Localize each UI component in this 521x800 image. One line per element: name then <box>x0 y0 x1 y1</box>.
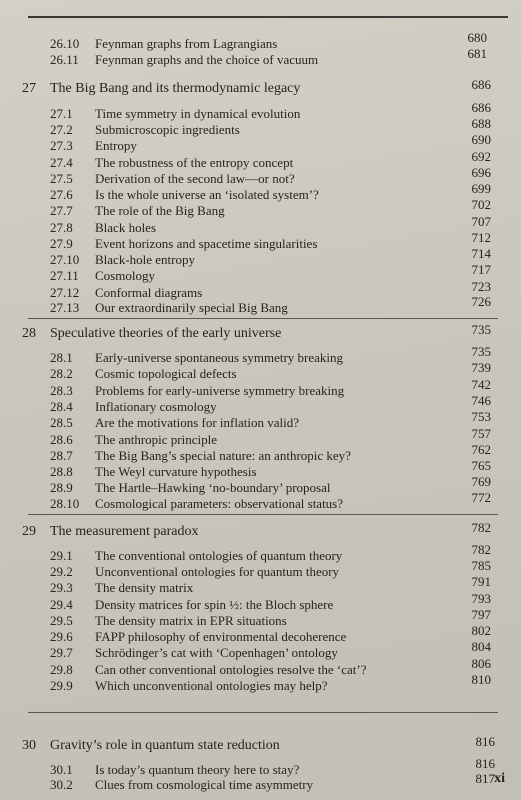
section-title: The density matrix <box>95 580 194 595</box>
section-number: 29.4 <box>50 597 73 612</box>
section-number: 27.1 <box>50 106 73 121</box>
section-title: The Weyl curvature hypothesis <box>95 464 257 479</box>
toc-chapter-entry <box>0 734 521 756</box>
toc-section-entry <box>0 672 521 696</box>
section-number: 27.12 <box>50 285 80 300</box>
page-number: 717 <box>471 262 491 277</box>
section-number: 27.2 <box>50 122 73 137</box>
section-number: 29.5 <box>50 613 73 628</box>
page-number: 680 <box>467 30 487 45</box>
section-number: 28.4 <box>50 399 73 414</box>
section-title: Clues from cosmological time asymmetry <box>95 777 314 792</box>
section-title: Time symmetry in dynamical evolution <box>95 106 301 121</box>
section-number: 30.2 <box>50 777 73 792</box>
chapter-title: The Big Bang and its thermodynamic legacy <box>50 81 301 96</box>
page-number: 816 <box>475 756 495 771</box>
page-number: 817 <box>475 771 495 786</box>
section-number: 28.5 <box>50 415 73 430</box>
section-title: Submicroscopic ingredients <box>95 122 240 137</box>
toc-chapter-entry <box>0 77 521 99</box>
section-title: Conformal diagrams <box>95 285 203 300</box>
page-number: 690 <box>471 132 491 147</box>
section-title: Event horizons and spacetime singularities <box>95 236 318 251</box>
section-number: 29.9 <box>50 678 73 693</box>
section-number: 28.2 <box>50 366 73 381</box>
section-title: Entropy <box>95 138 137 153</box>
section-number: 26.10 <box>50 36 80 51</box>
page-number: 782 <box>471 520 491 535</box>
section-number: 27.9 <box>50 236 73 251</box>
section-title: Our extraordinarily special Big Bang <box>95 300 288 315</box>
section-title: Unconventional ontologies for quantum theory <box>95 564 340 579</box>
page-number: 735 <box>471 344 491 359</box>
page-number: 810 <box>471 672 491 687</box>
page-number: 762 <box>471 442 491 457</box>
section-title: Schrödinger’s cat with ‘Copenhagen’ ontology <box>95 645 338 660</box>
page-number: 765 <box>471 458 491 473</box>
section-title: Derivation of the second law—or not? <box>95 171 295 186</box>
page-number: 681 <box>467 46 487 61</box>
toc-section-entry <box>0 409 521 433</box>
toc-section-entry <box>0 360 521 384</box>
section-number: 30.1 <box>50 762 73 777</box>
section-number: 27.7 <box>50 203 73 218</box>
section-title: Problems for early-universe symmetry breaking <box>95 383 345 398</box>
section-title: Cosmological parameters: observational status? <box>95 496 344 511</box>
toc-section-entry <box>0 294 521 318</box>
section-number: 26.11 <box>50 52 79 67</box>
section-title: Density matrices for spin ½: the Bloch sphere <box>95 597 334 612</box>
chapter-title: Speculative theories of the early universe <box>50 326 282 341</box>
section-title: Are the motivations for inflation valid? <box>95 415 299 430</box>
page-number: 712 <box>471 230 491 245</box>
section-number: 27.8 <box>50 220 73 235</box>
toc-section-entry <box>0 771 521 795</box>
section-title: Feynman graphs from Lagrangians <box>95 36 278 51</box>
toc-chapter-entry <box>0 520 521 542</box>
section-title: Which unconventional ontologies may help? <box>95 678 328 693</box>
section-number: 29.3 <box>50 580 73 595</box>
toc-section-entry <box>0 262 521 286</box>
toc-section-entry <box>0 132 521 156</box>
section-title: Feynman graphs and the choice of vacuum <box>95 52 319 67</box>
toc-section-entry <box>0 639 521 663</box>
page-number: 797 <box>471 607 491 622</box>
page-number: 723 <box>471 279 491 294</box>
page-number: 735 <box>471 322 491 337</box>
toc-section-entry <box>0 574 521 598</box>
page-folio: xi <box>494 771 505 786</box>
section-title: The anthropic principle <box>95 432 218 447</box>
page-number: 702 <box>471 197 491 212</box>
chapter-title: The measurement paradox <box>50 524 199 539</box>
section-title: Is the whole universe an ‘isolated system’? <box>95 187 319 202</box>
section-number: 27.5 <box>50 171 73 186</box>
page-number: 816 <box>475 734 495 749</box>
page-number: 699 <box>471 181 491 196</box>
section-number: 28.9 <box>50 480 73 495</box>
page-number: 692 <box>471 149 491 164</box>
section-title: Cosmology <box>95 268 155 283</box>
section-title: Black holes <box>95 220 157 235</box>
page-number: 742 <box>471 377 491 392</box>
section-number: 27.3 <box>50 138 73 153</box>
page-number: 707 <box>471 214 491 229</box>
section-title: Inflationary cosmology <box>95 399 217 414</box>
section-number: 27.13 <box>50 300 80 315</box>
page-number: 696 <box>471 165 491 180</box>
section-number: 27.6 <box>50 187 73 202</box>
section-number: 28.6 <box>50 432 73 447</box>
toc-section-entry <box>0 490 521 514</box>
section-number: 29.7 <box>50 645 73 660</box>
section-title: Can other conventional ontologies resolve the ‘cat’? <box>95 662 367 677</box>
page-number: 793 <box>471 591 491 606</box>
section-number: 29.6 <box>50 629 73 644</box>
page-number: 714 <box>471 246 491 261</box>
section-number: 27.11 <box>50 268 79 283</box>
page-number: 804 <box>471 639 491 654</box>
toc-section-entry <box>0 46 521 70</box>
page-number: 785 <box>471 558 491 573</box>
page-number: 686 <box>471 100 491 115</box>
page-number: 686 <box>471 77 491 92</box>
page-number: 757 <box>471 426 491 441</box>
section-number: 29.2 <box>50 564 73 579</box>
section-title: The density matrix in EPR situations <box>95 613 287 628</box>
section-number: 28.3 <box>50 383 73 398</box>
section-title: Black-hole entropy <box>95 252 195 267</box>
section-number: 29.1 <box>50 548 73 563</box>
section-title: The role of the Big Bang <box>95 203 225 218</box>
chapter-number: 29 <box>22 524 36 539</box>
page-number: 806 <box>471 656 491 671</box>
chapter-number: 30 <box>22 738 36 753</box>
page-number: 782 <box>471 542 491 557</box>
toc-chapter-entry <box>0 322 521 344</box>
page-number: 769 <box>471 474 491 489</box>
section-number: 28.1 <box>50 350 73 365</box>
section-title: FAPP philosophy of environmental decoherence <box>95 629 347 644</box>
chapter-number: 27 <box>22 81 36 96</box>
page-number: 739 <box>471 360 491 375</box>
section-number: 27.10 <box>50 252 80 267</box>
page-number: 772 <box>471 490 491 505</box>
section-title: The robustness of the entropy concept <box>95 155 294 170</box>
page-number: 791 <box>471 574 491 589</box>
section-number: 28.7 <box>50 448 73 463</box>
section-title: The conventional ontologies of quantum theory <box>95 548 343 563</box>
section-title: The Hartle–Hawking ‘no-boundary’ proposal <box>95 480 331 495</box>
chapter-title: Gravity’s role in quantum state reduction <box>50 738 280 753</box>
page-number: 746 <box>471 393 491 408</box>
toc-section-entry <box>0 197 521 221</box>
section-number: 29.8 <box>50 662 73 677</box>
page-number: 688 <box>471 116 491 131</box>
section-number: 28.8 <box>50 464 73 479</box>
section-number: 27.4 <box>50 155 73 170</box>
section-number: 28.10 <box>50 496 80 511</box>
section-title: The Big Bang’s special nature: an anthropic key? <box>95 448 351 463</box>
section-title: Is today’s quantum theory here to stay? <box>95 762 300 777</box>
section-title: Early-universe spontaneous symmetry breaking <box>95 350 344 365</box>
chapter-number: 28 <box>22 326 36 341</box>
page-number: 726 <box>471 294 491 309</box>
section-title: Cosmic topological defects <box>95 366 237 381</box>
page-number: 802 <box>471 623 491 638</box>
page-number: 753 <box>471 409 491 424</box>
